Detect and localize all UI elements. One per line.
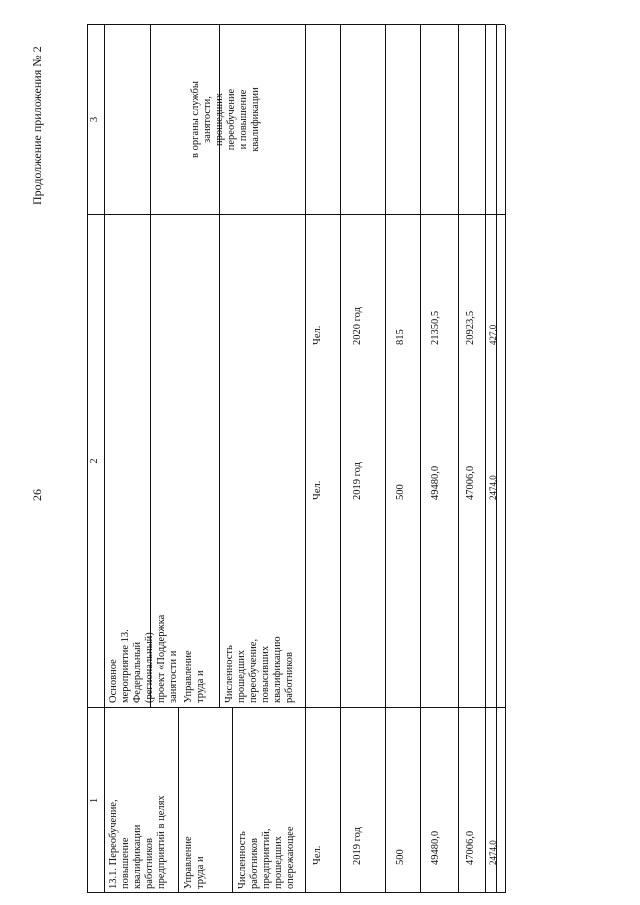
row3-responsible: Управление труда и	[183, 836, 206, 889]
col-number-2: 2	[89, 458, 100, 464]
rule-col-8	[485, 25, 486, 893]
rule-bottom	[505, 25, 506, 893]
rule-row-split-1	[87, 707, 505, 708]
row3-regional: 2474,0	[488, 840, 498, 865]
rule-col-6	[420, 25, 421, 893]
row2-responsible: Управление труда и	[183, 650, 206, 703]
row2-unit-b: Чел.	[312, 325, 323, 345]
row3-indicator: Численность работников предприятий, прошедших опережающее	[237, 826, 296, 889]
col-number-1: 1	[89, 797, 100, 804]
row3-total: 49480,0	[430, 830, 441, 865]
row2-year-b: 2020 год	[352, 307, 363, 345]
row3-federal: 47006,0	[465, 830, 476, 865]
row3-measure-title: 13.1. Переобучение, повышение квалификации работников предприятий в целях	[108, 795, 167, 889]
row2-federal-b: 20923,5	[465, 310, 476, 345]
row2-federal-a: 47006,0	[465, 465, 476, 500]
continuation-note: Продолжение приложения № 2	[30, 46, 44, 205]
row2-indicator: Численность прошедших переобучение, повысивших квалификацию работников	[224, 636, 295, 703]
rule-col-7	[458, 25, 459, 893]
row2-year-a: 2019 год	[352, 462, 363, 500]
row3-count: 500	[395, 849, 406, 865]
rule-top	[87, 25, 88, 893]
rule-col-1a	[178, 708, 179, 893]
col-number-3: 3	[89, 116, 100, 123]
rule-col-1c	[150, 25, 151, 214]
row2-measure-title: Основное мероприятие 13. Федеральный (региональный) проект «Поддержка занятости и	[108, 614, 179, 703]
rule-col-9	[496, 25, 497, 893]
row2-unit-a: Чел.	[312, 480, 323, 500]
rule-header-bottom	[104, 25, 105, 893]
row2-count-a: 500	[395, 484, 406, 500]
row2-total-b: 21350,5	[430, 310, 441, 345]
row3-year: 2019 год	[352, 827, 363, 865]
row2-total-a: 49480,0	[430, 465, 441, 500]
row2-regional-b: 427,0	[488, 324, 498, 345]
rule-left	[87, 892, 505, 893]
row3-unit: Чел.	[312, 845, 323, 865]
row2-regional-a: 2474,0	[488, 475, 498, 500]
rule-col-4	[340, 25, 341, 893]
row1-indicator: в органы службы занятости, прошедших переобучение и повышение квалификации	[190, 81, 261, 158]
row2-count-b: 815	[395, 329, 406, 345]
rule-col-3	[305, 25, 306, 893]
rule-col-5	[385, 25, 386, 893]
rule-col-2a	[232, 708, 233, 893]
page-number: 26	[30, 489, 44, 501]
